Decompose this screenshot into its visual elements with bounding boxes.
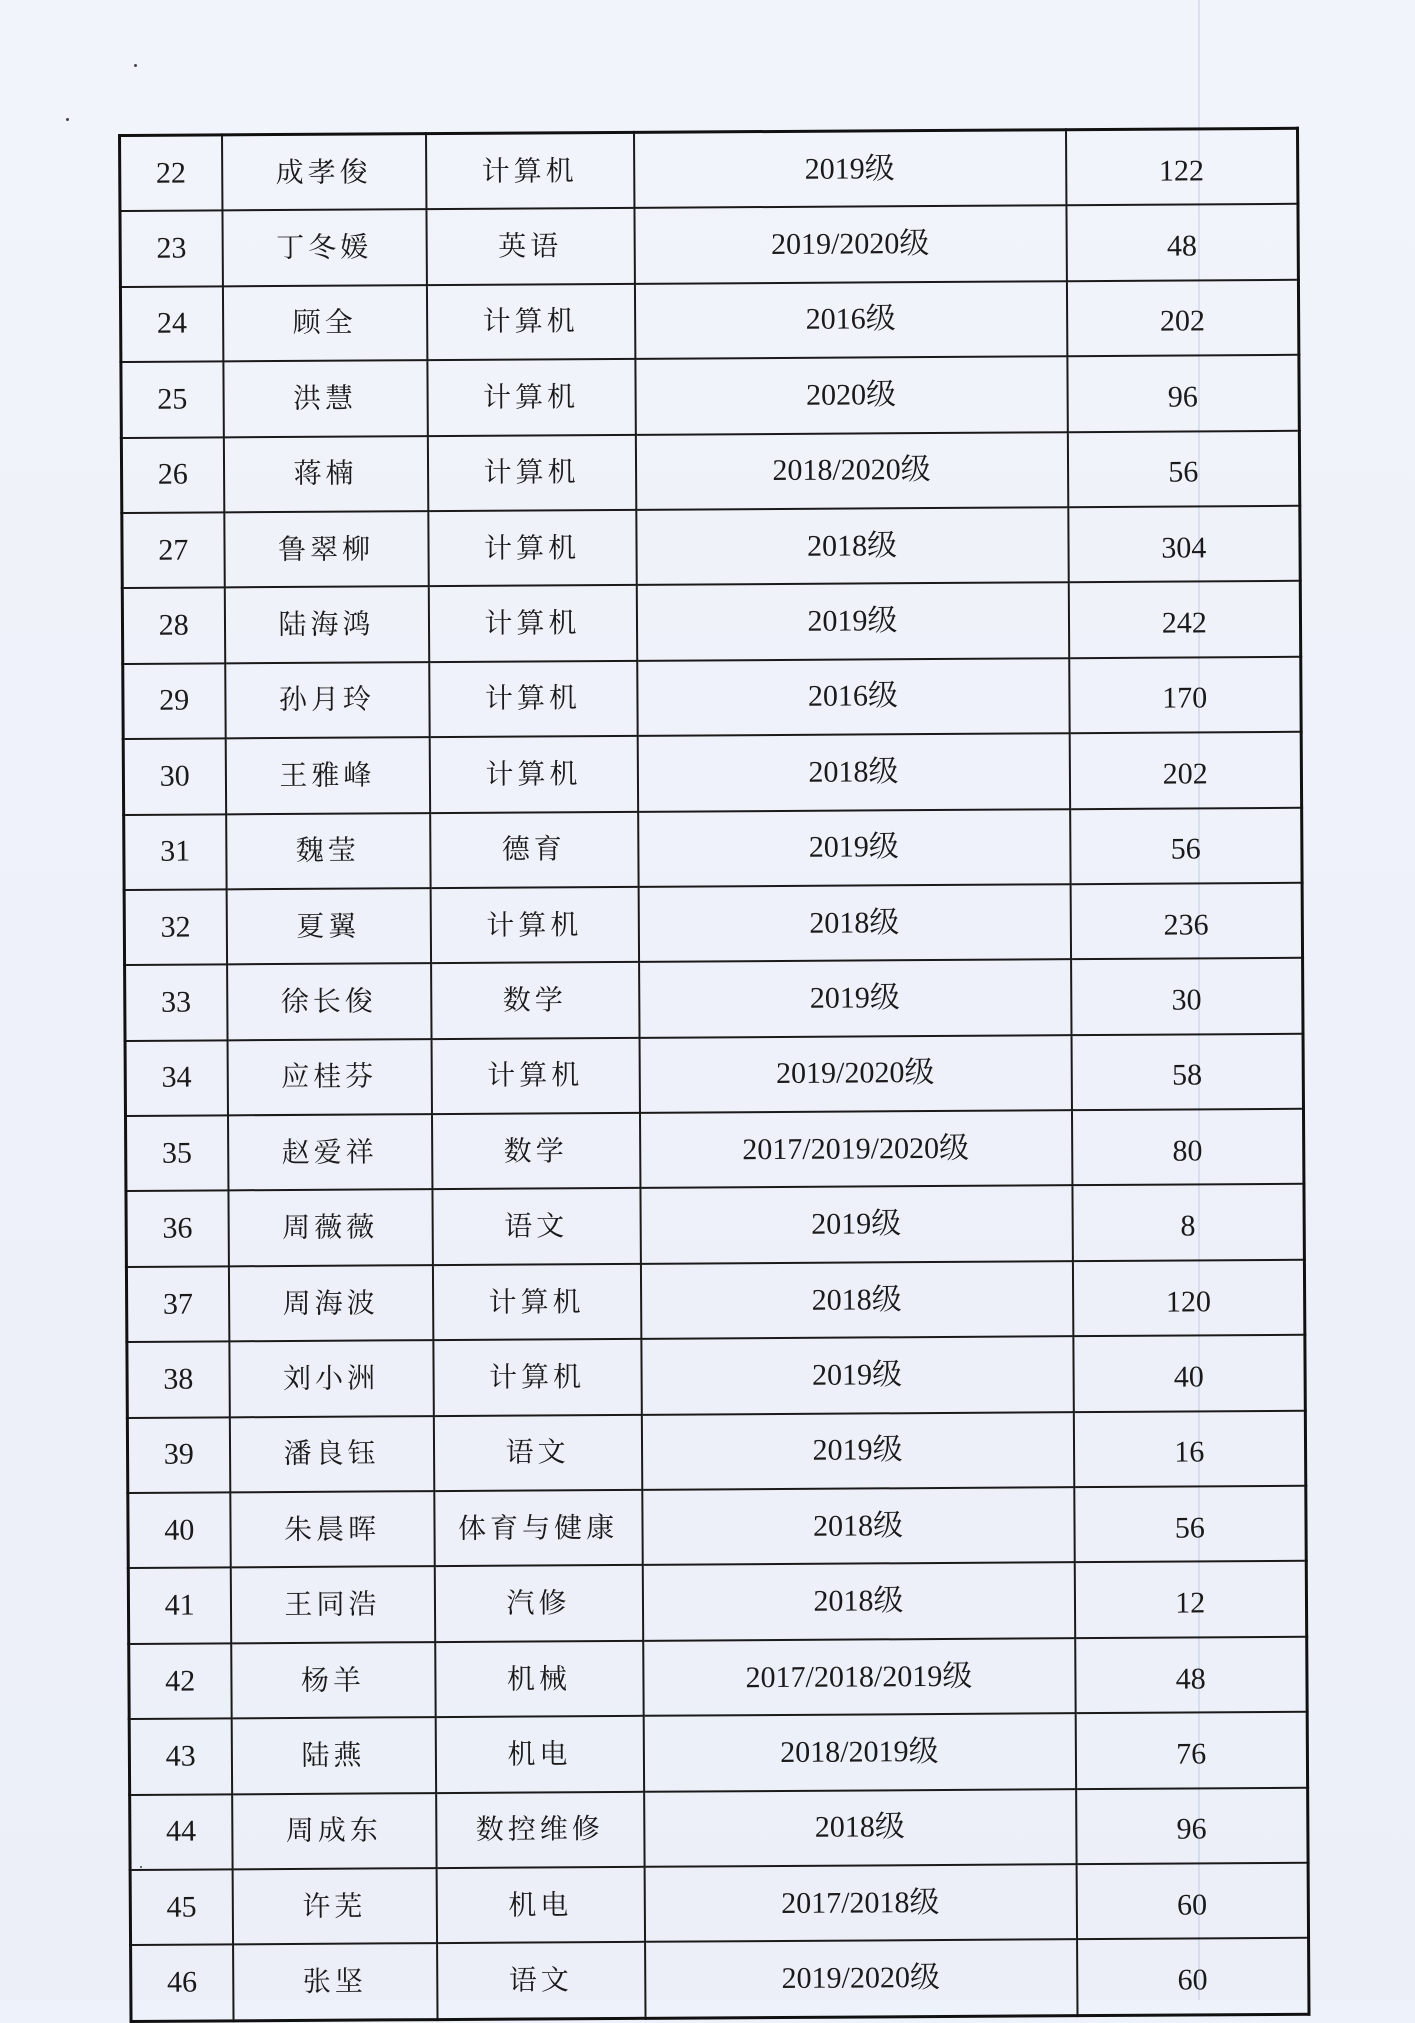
teacher-name-cell: 鲁翠柳 (224, 511, 428, 588)
grade-cell: 2019/2020级 (634, 206, 1066, 284)
subject-cell: 数学 (431, 1113, 639, 1190)
teacher-name-cell: 王同浩 (230, 1567, 434, 1644)
grade-cell: 2019级 (639, 959, 1071, 1037)
grade-cell: 2019级 (640, 1186, 1072, 1264)
teacher-name-cell: 周薇薇 (228, 1190, 432, 1267)
grade-cell: 2019/2020级 (645, 1940, 1077, 2019)
table-row (121, 430, 1299, 513)
teacher-name-cell: 陆燕 (231, 1717, 435, 1794)
table-row (130, 1863, 1308, 1946)
row-number-cell: 25 (121, 362, 223, 438)
subject-cell: 计算机 (426, 132, 634, 209)
scan-speck (134, 64, 137, 67)
row-number-cell: 23 (120, 211, 222, 287)
row-number-cell: 28 (122, 588, 224, 664)
subject-cell: 机械 (435, 1641, 643, 1718)
subject-cell: 计算机 (429, 661, 637, 738)
teacher-name-cell: 刘小洲 (229, 1340, 433, 1417)
teacher-name-cell: 应桂芬 (227, 1039, 431, 1116)
row-number-cell: 35 (125, 1115, 227, 1191)
row-number-cell: 40 (128, 1492, 230, 1568)
grade-cell: 2018级 (637, 733, 1069, 811)
table-row (129, 1712, 1307, 1795)
teacher-name-cell: 赵爱祥 (227, 1114, 431, 1191)
grade-cell: 2018级 (642, 1563, 1074, 1641)
scan-speck (66, 118, 69, 121)
hours-cell: 12 (1074, 1561, 1306, 1638)
table-row (120, 280, 1298, 363)
teacher-name-cell: 朱晨晖 (230, 1491, 434, 1568)
row-number-cell: 37 (126, 1266, 228, 1342)
subject-cell: 计算机 (433, 1339, 641, 1416)
table-row (122, 506, 1300, 589)
hours-cell: 8 (1072, 1184, 1304, 1261)
hours-cell: 48 (1075, 1637, 1307, 1714)
grade-cell: 2017/2018级 (644, 1864, 1076, 1942)
hours-cell: 58 (1071, 1033, 1303, 1110)
hours-cell: 96 (1067, 355, 1299, 432)
hours-cell: 56 (1074, 1486, 1306, 1563)
row-number-cell: 30 (123, 738, 225, 814)
hours-cell: 48 (1066, 204, 1298, 281)
row-number-cell: 29 (123, 663, 225, 739)
row-number-cell: 36 (126, 1191, 228, 1267)
grade-cell: 2017/2019/2020级 (639, 1110, 1071, 1188)
grade-cell: 2018级 (640, 1261, 1072, 1339)
subject-cell: 计算机 (428, 585, 636, 662)
teacher-name-cell: 蒋楠 (223, 436, 427, 513)
row-number-cell: 24 (120, 286, 222, 362)
subject-cell: 计算机 (427, 434, 635, 511)
grade-cell: 2018级 (642, 1487, 1074, 1565)
grade-cell: 2018级 (644, 1789, 1076, 1867)
table-row (128, 1486, 1306, 1569)
hours-cell: 56 (1070, 807, 1302, 884)
hours-cell: 56 (1067, 430, 1299, 507)
teacher-name-cell: 潘良钰 (229, 1416, 433, 1493)
table-row (127, 1335, 1305, 1418)
hours-cell: 202 (1069, 732, 1301, 809)
subject-cell: 计算机 (431, 1038, 639, 1115)
grade-cell: 2017/2018/2019级 (643, 1638, 1075, 1716)
hours-cell: 304 (1068, 506, 1300, 583)
hours-cell: 16 (1073, 1410, 1305, 1487)
teacher-name-cell: 杨羊 (231, 1642, 435, 1719)
table-row (125, 958, 1303, 1041)
row-number-cell: 32 (124, 889, 226, 965)
hours-cell: 96 (1076, 1787, 1308, 1864)
hours-cell: 40 (1073, 1335, 1305, 1412)
grade-cell: 2018级 (638, 884, 1070, 962)
row-number-cell: 42 (129, 1643, 231, 1719)
grade-cell: 2016级 (634, 281, 1066, 359)
teacher-name-cell: 成孝俊 (222, 134, 426, 211)
table-row (129, 1637, 1307, 1720)
subject-cell: 英语 (426, 208, 634, 285)
row-number-cell: 46 (131, 1945, 233, 2022)
staff-hours-table-wrapper (118, 127, 1308, 2023)
subject-cell: 德育 (430, 811, 638, 888)
grade-cell: 2019级 (641, 1412, 1073, 1490)
hours-cell: 80 (1071, 1109, 1303, 1186)
staff-hours-table (118, 127, 1311, 2023)
table-row (124, 883, 1302, 966)
row-number-cell: 31 (124, 814, 226, 890)
hours-cell: 120 (1072, 1260, 1304, 1337)
subject-cell: 计算机 (429, 736, 637, 813)
table-row (131, 1938, 1309, 2021)
hours-cell: 122 (1065, 128, 1297, 205)
grade-cell: 2016级 (637, 658, 1069, 736)
hours-cell: 202 (1066, 280, 1298, 357)
hours-cell: 60 (1077, 1938, 1309, 2015)
table-row (120, 128, 1298, 211)
row-number-cell: 27 (122, 512, 224, 588)
teacher-name-cell: 孙月玲 (225, 662, 429, 739)
hours-cell: 236 (1070, 883, 1302, 960)
grade-cell: 2019级 (636, 583, 1068, 661)
grade-cell: 2018/2019级 (643, 1713, 1075, 1791)
teacher-name-cell: 许芜 (232, 1868, 436, 1945)
row-number-cell: 45 (130, 1869, 232, 1945)
grade-cell: 2020级 (635, 356, 1067, 434)
hours-cell: 242 (1068, 581, 1300, 658)
row-number-cell: 22 (120, 135, 222, 212)
table-row (124, 807, 1302, 890)
subject-cell: 语文 (433, 1414, 641, 1491)
teacher-name-cell: 夏翼 (226, 888, 430, 965)
hours-cell: 76 (1075, 1712, 1307, 1789)
table-row (127, 1410, 1305, 1493)
grade-cell: 2019级 (633, 130, 1065, 209)
table-row (120, 204, 1298, 287)
table-body (120, 128, 1309, 2021)
subject-cell: 机电 (435, 1716, 643, 1793)
subject-cell: 语文 (432, 1188, 640, 1265)
grade-cell: 2019级 (641, 1336, 1073, 1414)
table-row (126, 1260, 1304, 1343)
subject-cell: 汽修 (434, 1565, 642, 1642)
table-row (125, 1109, 1303, 1192)
table-row (128, 1561, 1306, 1644)
table-row (122, 581, 1300, 664)
teacher-name-cell: 王雅峰 (225, 737, 429, 814)
row-number-cell: 38 (127, 1342, 229, 1418)
table-row (123, 732, 1301, 815)
row-number-cell: 34 (125, 1040, 227, 1116)
subject-cell: 计算机 (428, 510, 636, 587)
row-number-cell: 41 (128, 1568, 230, 1644)
subject-cell: 计算机 (430, 887, 638, 964)
row-number-cell: 33 (125, 965, 227, 1041)
table-row (126, 1184, 1304, 1267)
grade-cell: 2018/2020级 (635, 432, 1067, 510)
row-number-cell: 43 (129, 1719, 231, 1795)
teacher-name-cell: 洪慧 (223, 360, 427, 437)
table-row (121, 355, 1299, 438)
hours-cell: 30 (1071, 958, 1303, 1035)
teacher-name-cell: 周海波 (228, 1265, 432, 1342)
row-number-cell: 26 (121, 437, 223, 513)
teacher-name-cell: 丁冬媛 (222, 210, 426, 287)
row-number-cell: 39 (127, 1417, 229, 1493)
subject-cell: 体育与健康 (434, 1490, 642, 1567)
row-number-cell: 44 (130, 1794, 232, 1870)
grade-cell: 2018级 (636, 507, 1068, 585)
table-row (125, 1033, 1303, 1116)
hours-cell: 170 (1069, 657, 1301, 734)
teacher-name-cell: 张坚 (233, 1943, 437, 2020)
teacher-name-cell: 周成东 (232, 1793, 436, 1870)
hours-cell: 60 (1076, 1863, 1308, 1940)
subject-cell: 语文 (437, 1942, 645, 2019)
teacher-name-cell: 徐长俊 (227, 963, 431, 1040)
table-row (130, 1787, 1308, 1870)
grade-cell: 2019/2020级 (639, 1035, 1071, 1113)
grade-cell: 2019级 (638, 809, 1070, 887)
teacher-name-cell: 魏莹 (226, 813, 430, 890)
teacher-name-cell: 陆海鸿 (224, 586, 428, 663)
table-row (123, 657, 1301, 740)
subject-cell: 机电 (436, 1867, 644, 1944)
subject-cell: 计算机 (432, 1264, 640, 1341)
subject-cell: 计算机 (426, 284, 634, 361)
subject-cell: 计算机 (427, 359, 635, 436)
subject-cell: 数学 (431, 962, 639, 1039)
teacher-name-cell: 顾全 (222, 285, 426, 362)
subject-cell: 数控维修 (436, 1791, 644, 1868)
